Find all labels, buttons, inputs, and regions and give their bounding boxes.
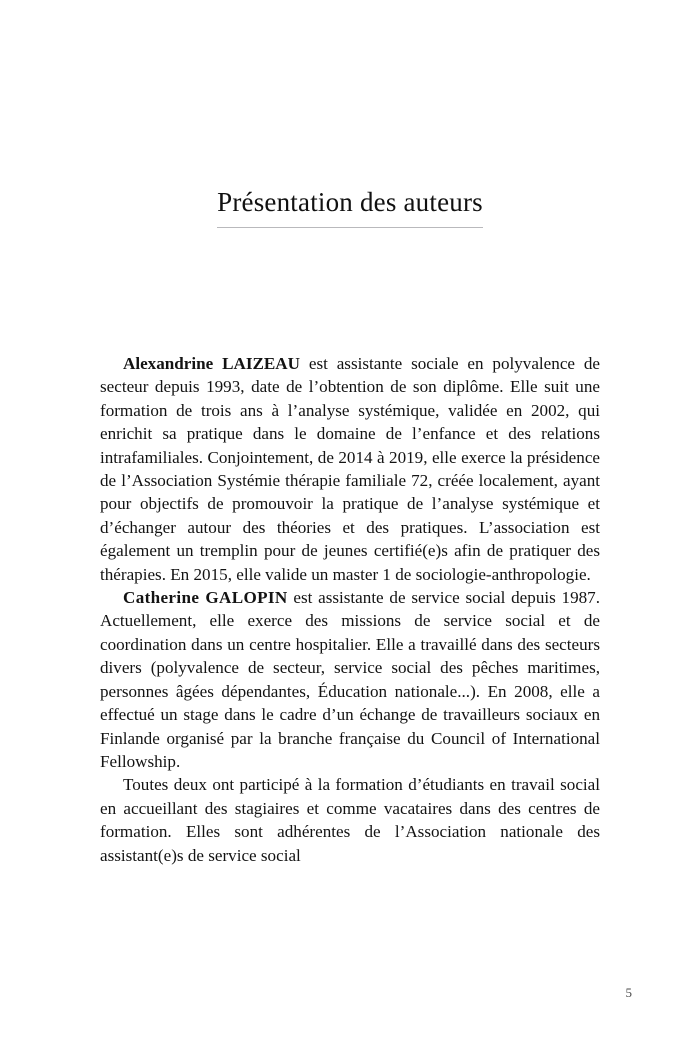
paragraph-body-catherine-galopin: est assistante de service social depuis 1987. Actuellement, elle exerce des missions de service social et de coordination dans un centre hospitalier. Elle a travaillé dans des secteurs divers (polyvalence de secteur, service social des pêches maritimes, personnes âgées dépendantes, Éducation nationale...). En 2008, elle a effectué un stage dans le cadre d’un échange de travailleurs sociaux en Finlande organisé par la branche française du Council of International Fellowship.: [100, 588, 600, 771]
page-number: 5: [625, 985, 632, 1000]
author-name-alexandrine-laizeau: Alexandrine LAIZEAU: [123, 354, 300, 373]
body-text-column: [100, 352, 600, 867]
page-title-block: [100, 186, 600, 228]
author-name-catherine-galopin: Catherine GALOPIN: [123, 588, 288, 608]
paragraph-body-alexandrine-laizeau: est assistante sociale en polyvalence de secteur depuis 1993, date de l’obtention de son diplôme. Elle suit une formation de trois ans à l’analyse systémique, validée en 2002, qui enrichit sa pratique dans le domaine de l’enfance et des relations intrafamiliales. Conjointement, de 2014 à 2019, elle exerce la présidence de l’Association Systémie thérapie familiale 72, créée localement, ayant pour objectifs de promouvoir la pratique de l’analyse systémique et d’échanger autour des théories et des pratiques. L’association est également un tremplin pour de jeunes certifié(e)s afin de pratiquer des thérapies. En 2015, elle valide un master 1 de sociologie-anthropologie.: [100, 354, 600, 584]
title-divider: [217, 227, 483, 228]
page-title: Présentation des auteurs: [217, 187, 483, 217]
paragraph-author-catherine-galopin: [100, 586, 600, 773]
paragraph-author-alexandrine-laizeau: [100, 352, 600, 586]
paragraph-body-authors-joint-note: Toutes deux ont participé à la formation d’étudiants en travail social en accueillant des stagiaires et comme vacataires dans des centres de formation. Elles sont adhérentes de l’Association nationale des assistant(e)s de service social: [100, 775, 600, 865]
paragraph-authors-joint-note: [100, 773, 600, 867]
